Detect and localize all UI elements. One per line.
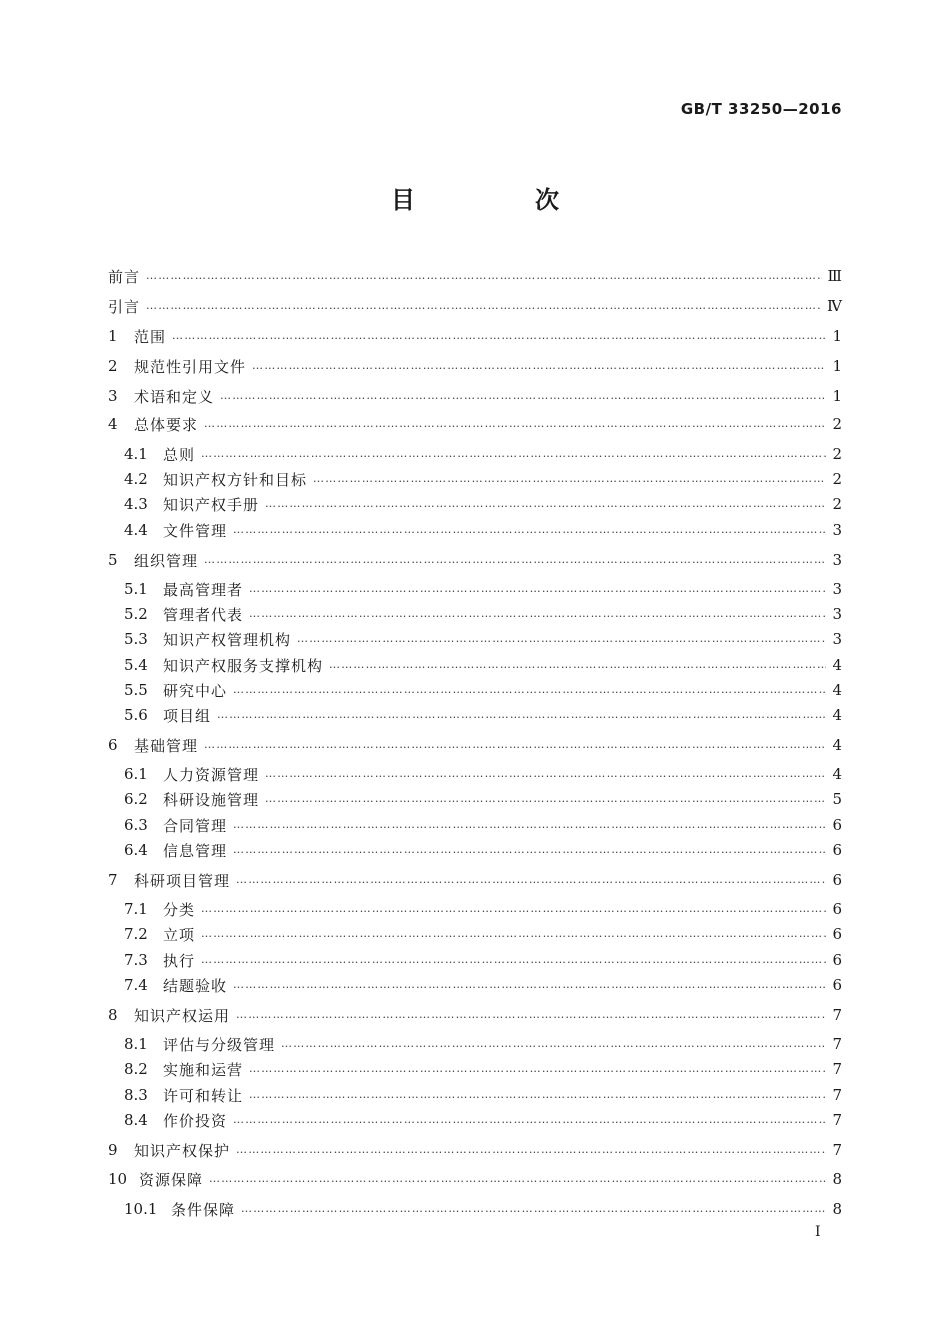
toc-entry[interactable]: [108, 1110, 842, 1130]
toc-dot-leader: [249, 604, 826, 624]
toc-entry-page: 7: [832, 1035, 842, 1053]
toc-dot-leader: [236, 1005, 826, 1025]
toc-entry-page: 6: [832, 900, 842, 918]
toc-entry-number: 5.1: [124, 580, 148, 598]
toc-entry-page: 6: [832, 925, 842, 943]
toc-entry-label: 基础管理: [134, 736, 199, 755]
toc-entry-number: 8.4: [124, 1111, 148, 1129]
toc-entry-number: 4.4: [124, 521, 148, 539]
toc-entry[interactable]: [108, 950, 842, 970]
toc-entry-page: 6: [832, 871, 842, 889]
toc-dot-leader: [233, 975, 826, 995]
toc-entry-label: 知识产权管理机构: [163, 630, 292, 649]
standard-code: GB/T 33250—2016: [680, 100, 842, 118]
toc-entry-number: 4.2: [124, 470, 148, 488]
toc-entry[interactable]: [108, 1059, 842, 1079]
toc-entry-page: 7: [832, 1060, 842, 1078]
toc-entry-page: 3: [832, 630, 842, 648]
toc-dot-leader: [297, 629, 826, 649]
toc-entry-page: 8: [832, 1170, 842, 1188]
toc-dot-leader: [313, 469, 826, 489]
toc-entry-number: 8.2: [124, 1060, 148, 1078]
toc-entry-page: 1: [832, 357, 842, 375]
toc-entry[interactable]: [108, 924, 842, 944]
toc-dot-leader: [217, 705, 826, 725]
toc-entry-label: 引言: [108, 297, 141, 316]
toc-entry-number: 5: [108, 551, 118, 569]
toc-entry-number: 1: [108, 327, 118, 345]
toc-dot-leader: [265, 764, 826, 784]
toc-entry-label: 作价投资: [163, 1111, 228, 1130]
toc-entry-label: 管理者代表: [163, 605, 244, 624]
toc-dot-leader: [172, 326, 826, 346]
toc-entry-number: 10: [108, 1170, 128, 1188]
toc-entry-number: 7.3: [124, 951, 148, 969]
toc-dot-leader: [265, 789, 826, 809]
toc-dot-leader: [146, 266, 822, 286]
toc-dot-leader: [236, 870, 826, 890]
toc-entry-label: 知识产权服务支撑机构: [163, 656, 324, 675]
toc-entry[interactable]: [108, 735, 842, 755]
toc-entry-page: 4: [832, 706, 842, 724]
toc-entry-page: 2: [832, 415, 842, 433]
toc-entry[interactable]: [108, 326, 842, 346]
toc-dot-leader: [236, 1140, 826, 1160]
toc-entry-label: 立项: [163, 925, 196, 944]
toc-entry[interactable]: [108, 1169, 842, 1189]
toc-entry[interactable]: [108, 764, 842, 784]
toc-entry-page: 4: [832, 656, 842, 674]
toc-dot-leader: [204, 414, 826, 434]
toc-entry-number: 4: [108, 415, 118, 433]
toc-entry-number: 6.2: [124, 790, 148, 808]
toc-dot-leader: [233, 520, 826, 540]
toc-entry-number: 5.6: [124, 706, 148, 724]
toc-entry-label: 科研项目管理: [134, 871, 231, 890]
toc-entry-page: 4: [832, 765, 842, 783]
toc-dot-leader: [252, 356, 826, 376]
toc-entry[interactable]: [108, 414, 842, 434]
toc-dot-leader: [249, 1085, 826, 1105]
toc-dot-leader: [233, 815, 826, 835]
toc-entry-label: 文件管理: [163, 521, 228, 540]
toc-entry-page: 2: [832, 495, 842, 513]
toc-entry-page: 6: [832, 841, 842, 859]
toc-dot-leader: [233, 840, 826, 860]
toc-entry[interactable]: [108, 629, 842, 649]
toc-entry[interactable]: [108, 604, 842, 624]
toc-entry-page: Ⅳ: [827, 297, 842, 315]
toc-entry-label: 合同管理: [163, 816, 228, 835]
toc-dot-leader: [204, 550, 826, 570]
toc-entry-label: 知识产权保护: [134, 1141, 231, 1160]
toc-entry[interactable]: [108, 469, 842, 489]
toc-entry[interactable]: [108, 1085, 842, 1105]
toc-entry[interactable]: [108, 870, 842, 890]
toc-entry-number: 7.4: [124, 976, 148, 994]
toc-entry-label: 科研设施管理: [163, 790, 260, 809]
toc-dot-leader: [146, 296, 821, 316]
toc-entry-page: 3: [832, 551, 842, 569]
toc-entry-page: 6: [832, 951, 842, 969]
toc-entry-page: 3: [832, 605, 842, 623]
toc-entry-label: 资源保障: [139, 1170, 204, 1189]
toc-entry-label: 组织管理: [134, 551, 199, 570]
toc-entry-number: 8.1: [124, 1035, 148, 1053]
toc-entry-page: 7: [832, 1086, 842, 1104]
toc-entry-label: 条件保障: [171, 1200, 236, 1219]
toc-entry-number: 8.3: [124, 1086, 148, 1104]
toc-dot-leader: [220, 386, 826, 406]
toc-entry-page: 2: [832, 445, 842, 463]
toc-entry-label: 人力资源管理: [163, 765, 260, 784]
toc-entry-label: 分类: [163, 900, 196, 919]
toc-entry[interactable]: [108, 386, 842, 406]
toc-entry[interactable]: [108, 705, 842, 725]
toc-entry[interactable]: [108, 494, 842, 514]
toc-dot-leader: [233, 680, 826, 700]
toc-dot-leader: [249, 1059, 826, 1079]
toc-entry-label: 总体要求: [134, 415, 199, 434]
toc-entry-page: 7: [832, 1141, 842, 1159]
toc-entry[interactable]: [108, 975, 842, 995]
toc-dot-leader: [201, 950, 826, 970]
toc-entry-number: 8: [108, 1006, 118, 1024]
toc-entry[interactable]: [108, 815, 842, 835]
toc-entry-label: 总则: [163, 445, 196, 464]
toc-dot-leader: [201, 444, 826, 464]
toc-entry-page: Ⅲ: [827, 267, 842, 285]
toc-entry-page: 7: [832, 1006, 842, 1024]
toc-dot-leader: [209, 1169, 826, 1189]
toc-entry-number: 6.4: [124, 841, 148, 859]
toc-entry-number: 5.5: [124, 681, 148, 699]
toc-entry-number: 7.1: [124, 900, 148, 918]
toc-entry-page: 5: [832, 790, 842, 808]
toc-entry-page: 7: [832, 1111, 842, 1129]
toc-entry-number: 5.4: [124, 656, 148, 674]
toc-entry[interactable]: [108, 789, 842, 809]
toc-entry-label: 实施和运营: [163, 1060, 244, 1079]
toc-entry-number: 4.1: [124, 445, 148, 463]
toc-entry-page: 8: [832, 1200, 842, 1218]
toc-entry[interactable]: [108, 1005, 842, 1025]
toc-entry-page: 3: [832, 580, 842, 598]
toc-entry-number: 6: [108, 736, 118, 754]
toc-entry[interactable]: [108, 680, 842, 700]
toc-entry-label: 最高管理者: [163, 580, 244, 599]
toc-entry-page: 3: [832, 521, 842, 539]
toc-entry-label: 术语和定义: [134, 387, 215, 406]
toc-entry[interactable]: [108, 655, 842, 675]
toc-entry-number: 2: [108, 357, 118, 375]
page-folio: I: [815, 1224, 821, 1240]
toc-entry-number: 6.1: [124, 765, 148, 783]
toc-entry[interactable]: [108, 550, 842, 570]
toc-entry-label: 前言: [108, 267, 141, 286]
toc-entry[interactable]: [108, 840, 842, 860]
toc-entry-label: 许可和转让: [163, 1086, 244, 1105]
toc-entry[interactable]: [108, 1034, 842, 1054]
toc-dot-leader: [201, 924, 826, 944]
toc-entry-number: 4.3: [124, 495, 148, 513]
toc-entry[interactable]: [108, 520, 842, 540]
toc-entry-label: 规范性引用文件: [134, 357, 247, 376]
toc-entry-label: 范围: [134, 327, 167, 346]
toc-entry-label: 知识产权手册: [163, 495, 260, 514]
toc-entry-number: 9: [108, 1141, 118, 1159]
toc-entry-page: 1: [832, 327, 842, 345]
toc-entry[interactable]: [108, 266, 842, 286]
toc-dot-leader: [249, 579, 826, 599]
toc-entry-page: 4: [832, 736, 842, 754]
toc-entry-number: 10.1: [124, 1200, 158, 1218]
toc-entry-label: 信息管理: [163, 841, 228, 860]
toc-entry-page: 6: [832, 816, 842, 834]
toc-entry-label: 评估与分级管理: [163, 1035, 276, 1054]
toc-entry-label: 研究中心: [163, 681, 228, 700]
toc-entry-page: 6: [832, 976, 842, 994]
toc-entry[interactable]: [108, 444, 842, 464]
toc-entry[interactable]: [108, 579, 842, 599]
toc-entry-number: 5.3: [124, 630, 148, 648]
toc-dot-leader: [329, 655, 826, 675]
toc-entry[interactable]: [108, 1199, 842, 1219]
toc-entry-label: 项目组: [163, 706, 212, 725]
toc-entry-page: 2: [832, 470, 842, 488]
toc-dot-leader: [281, 1034, 826, 1054]
toc-entry-number: 7: [108, 871, 118, 889]
toc-dot-leader: [233, 1110, 826, 1130]
page-title: 目 次: [391, 185, 607, 214]
toc-dot-leader: [204, 735, 826, 755]
toc-dot-leader: [265, 494, 826, 514]
toc-entry-number: 7.2: [124, 925, 148, 943]
toc-entry-page: 1: [832, 387, 842, 405]
toc-entry[interactable]: [108, 356, 842, 376]
toc-entry[interactable]: [108, 296, 842, 316]
toc-entry[interactable]: [108, 899, 842, 919]
toc-entry-number: 6.3: [124, 816, 148, 834]
toc-entry-label: 知识产权运用: [134, 1006, 231, 1025]
toc-entry-label: 执行: [163, 951, 196, 970]
toc-entry[interactable]: [108, 1140, 842, 1160]
toc-entry-number: 5.2: [124, 605, 148, 623]
toc-entry-number: 3: [108, 387, 118, 405]
toc-entry-label: 结题验收: [163, 976, 228, 995]
toc-dot-leader: [241, 1199, 826, 1219]
toc-dot-leader: [201, 899, 826, 919]
toc-entry-page: 4: [832, 681, 842, 699]
toc-entry-label: 知识产权方针和目标: [163, 470, 308, 489]
